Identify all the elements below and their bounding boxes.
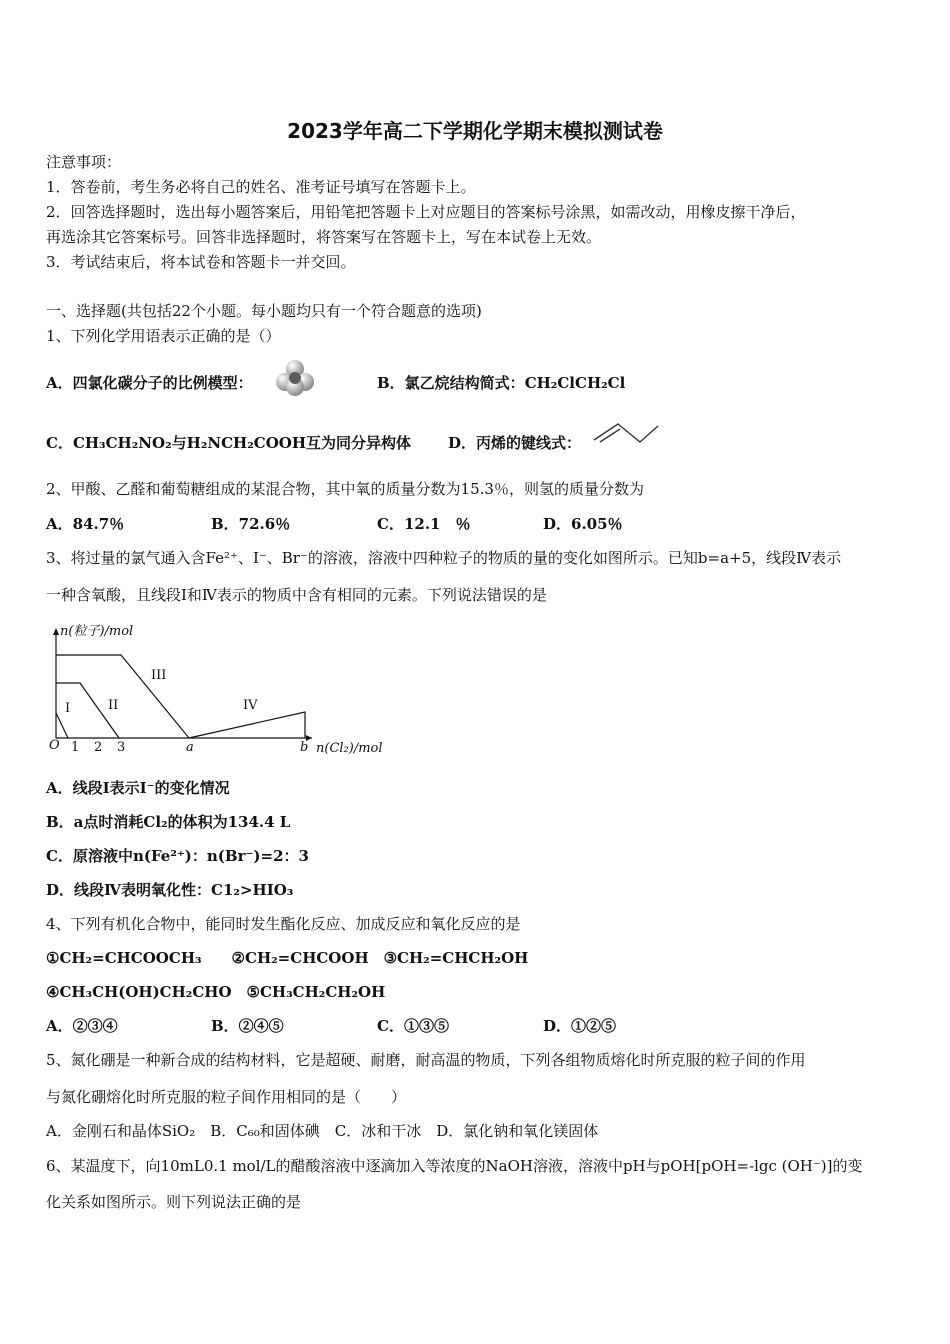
- section-heading: 一、选择题(共包括22个小题。每小题均只有一个符合题意的选项): [46, 302, 482, 320]
- q2-option-b: B．72.6％: [211, 515, 291, 533]
- segment-IV-label: IV: [243, 698, 258, 713]
- x-tick-a: a: [186, 740, 194, 755]
- q4-option-a: A．②③④: [46, 1017, 118, 1035]
- segment-III-line: [56, 655, 189, 738]
- notice-item-3: 3．考试结束后，将本试卷和答题卡一并交回。: [46, 253, 356, 271]
- q3-stem-2: 一种含氧酸，且线段I和Ⅳ表示的物质中含有相同的元素。下列说法错误的是: [46, 586, 547, 604]
- q4-compounds-row-1: ①CH₂=CHCOOCH₃ ②CH₂=CHCOOH ③CH₂=CHCH₂OH: [46, 949, 529, 967]
- q3-option-b: B．a点时消耗Cl₂的体积为134.4 L: [46, 813, 291, 831]
- q1-option-d: D．丙烯的键线式：: [448, 434, 582, 452]
- q4-stem: 4、下列有机化合物中，能同时发生酯化反应、加成反应和氧化反应的是: [46, 915, 521, 933]
- y-axis-label: n(粒子)/mol: [60, 624, 134, 639]
- segment-I-line: [56, 713, 68, 738]
- q3-option-c: C．原溶液中n(Fe²⁺)：n(Br⁻)=2：3: [46, 847, 309, 865]
- q5-stem-2: 与氮化硼熔化时所克服的粒子间作用相同的是（ ）: [46, 1088, 407, 1106]
- q6-stem-1: 6、某温度下，向10mL0.1 mol/L的醋酸溶液中逐滴加入等浓度的NaOH溶液，溶液中pH与pOH[pOH=-lgc (OH⁻)]的变: [46, 1157, 863, 1175]
- x-tick-2: 2: [94, 740, 103, 755]
- q1-option-b: [377, 373, 625, 393]
- q2-stem: 2、甲酸、乙醛和葡萄糖组成的某混合物，其中氧的质量分数为15.3％，则氢的质量分数为: [46, 480, 644, 498]
- q4-option-b: B．②④⑤: [211, 1017, 284, 1035]
- q1-option-a: A．四氯化碳分子的比例模型：: [46, 374, 253, 392]
- segment-I-label: I: [65, 701, 71, 716]
- x-tick-1: 1: [71, 740, 80, 755]
- q4-option-c: C．①③⑤: [377, 1017, 449, 1035]
- x-axis-label: n(Cl₂)/mol: [316, 741, 383, 756]
- q1-stem: 1、下列化学用语表示正确的是（）: [46, 327, 281, 345]
- q1-option-b-formula: CH₂ClCH₂Cl: [524, 374, 626, 392]
- propene-skeletal-formula: [592, 418, 662, 448]
- q3-option-a: A．线段I表示I⁻的变化情况: [46, 779, 230, 797]
- x-tick-3: 3: [117, 740, 126, 755]
- q3-stem-1: 3、将过量的氯气通入含Fe²⁺、I⁻、Br⁻的溶液，溶液中四种粒子的物质的量的变化如图所示。已知b=a+5，线段Ⅳ表示: [46, 549, 842, 567]
- q1-option-c: C．CH₃CH₂NO₂与H₂NCH₂COOH互为同分异构体: [46, 434, 412, 452]
- q4-option-d: D．①②⑤: [543, 1017, 617, 1035]
- q5-options: A．金刚石和晶体SiO₂ B．C₆₀和固体碘 C．冰和干冰 D．氯化钠和氧化镁固体: [46, 1122, 599, 1140]
- notice-item-2a: 2．回答选择题时，选出每小题答案后，用铅笔把答题卡上对应题目的答案标号涂黑，如需改动，用橡皮擦干净后，: [46, 203, 806, 221]
- q3-option-d: D．线段Ⅳ表明氧化性：C1₂>HIO₃: [46, 881, 294, 899]
- x-tick-b: b: [300, 740, 309, 755]
- q3-species-graph: [44, 618, 394, 760]
- q2-option-d: D．6.05％: [543, 515, 623, 533]
- q5-stem-1: 5、氮化硼是一种新合成的结构材料，它是超硬、耐磨，耐高温的物质，下列各组物质熔化时所克服的粒子间的作用: [46, 1051, 806, 1069]
- q4-compounds-row-2: ④CH₃CH(OH)CH₂CHO ⑤CH₃CH₂CH₂OH: [46, 983, 386, 1001]
- segment-IV-line: [189, 712, 305, 738]
- notice-item-1: 1．答卷前，考生务必将自己的姓名、准考证号填写在答题卡上。: [46, 178, 476, 196]
- segment-III-label: III: [151, 668, 167, 683]
- q1-option-b-label: B．氯乙烷结构简式：: [377, 374, 525, 392]
- notice-item-2b: 再选涂其它答案标号。回答非选择题时，将答案写在答题卡上，写在本试卷上无效。: [46, 228, 602, 246]
- page-title: 2023学年高二下学期化学期末模拟测试卷: [287, 119, 663, 143]
- origin-label: O: [49, 738, 60, 753]
- q2-option-c: C．12.1 ％: [377, 515, 471, 533]
- ccl4-space-filling-model: [276, 358, 314, 398]
- q2-option-a: A．84.7％: [46, 515, 125, 533]
- y-axis-arrow: [53, 628, 59, 635]
- notice-heading: 注意事项：: [46, 153, 122, 171]
- q6-stem-2: 化关系如图所示。则下列说法正确的是: [46, 1193, 302, 1211]
- segment-II-label: II: [108, 698, 119, 713]
